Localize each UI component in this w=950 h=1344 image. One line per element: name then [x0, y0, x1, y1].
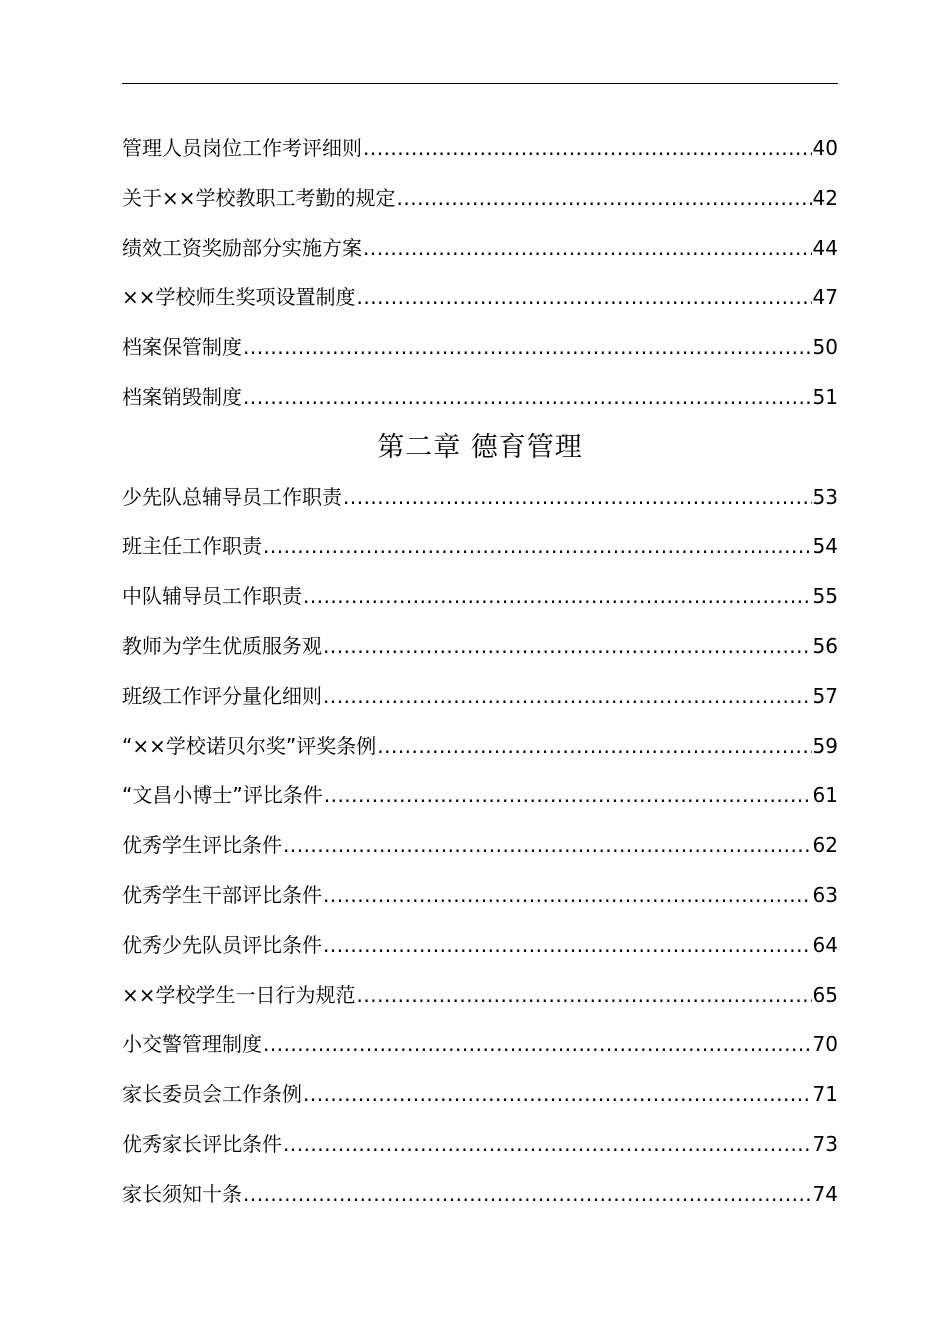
- toc-entry[interactable]: [122, 473, 838, 523]
- toc-leader-dots: [303, 572, 812, 622]
- toc-leader-dots: [303, 1070, 812, 1120]
- toc-entry-page: 57: [812, 683, 838, 708]
- toc-entry[interactable]: [122, 273, 838, 323]
- toc-entry[interactable]: [122, 672, 838, 722]
- chapter-heading: 第二章 德育管理: [377, 431, 583, 463]
- toc-entry[interactable]: [122, 224, 838, 274]
- toc-leader-dots: [323, 672, 812, 722]
- toc-entry-page: 59: [812, 733, 838, 758]
- toc-entry[interactable]: [122, 522, 838, 572]
- toc-entry[interactable]: [122, 124, 838, 174]
- toc-entry-page: 73: [812, 1131, 838, 1156]
- toc-entry-page: 42: [812, 185, 838, 210]
- toc-entry[interactable]: [122, 1120, 838, 1170]
- toc-entry-title: 优秀家长评比条件: [122, 1131, 282, 1156]
- toc-leader-dots: [263, 1020, 812, 1070]
- toc-entry[interactable]: [122, 821, 838, 871]
- toc-entry-title: 班级工作评分量化细则: [122, 683, 322, 708]
- toc-entry[interactable]: [122, 622, 838, 672]
- toc-entry-title: 教师为学生优质服务观: [122, 633, 322, 658]
- toc-entry-title: 班主任工作职责: [122, 534, 262, 559]
- toc-entry-page: 74: [812, 1181, 838, 1206]
- toc-entry-title: 家长委员会工作条例: [122, 1082, 302, 1107]
- toc-entry[interactable]: [122, 1170, 838, 1220]
- toc-entry-title: ××学校学生一日行为规范: [122, 982, 356, 1007]
- toc-entry-page: 61: [812, 783, 838, 808]
- toc-entry-page: 62: [812, 833, 838, 858]
- toc-leader-dots: [263, 522, 812, 572]
- toc-entry-page: 55: [812, 584, 838, 609]
- toc-leader-dots: [283, 821, 812, 871]
- toc-entry-title: 关于××学校教职工考勤的规定: [122, 185, 396, 210]
- toc-leader-dots: [243, 323, 812, 373]
- toc-entry[interactable]: [122, 174, 838, 224]
- table-of-contents: [122, 124, 838, 1220]
- toc-leader-dots: [324, 771, 812, 821]
- toc-leader-dots: [243, 1170, 812, 1220]
- toc-leader-dots: [323, 871, 812, 921]
- toc-entry-page: 53: [812, 484, 838, 509]
- header-rule: [122, 83, 838, 84]
- toc-entry[interactable]: [122, 871, 838, 921]
- toc-entry-title: 优秀学生评比条件: [122, 833, 282, 858]
- toc-leader-dots: [363, 124, 812, 174]
- toc-entry[interactable]: [122, 1020, 838, 1070]
- toc-entry[interactable]: [122, 971, 838, 1021]
- toc-entry-title: 优秀少先队员评比条件: [122, 932, 322, 957]
- toc-entry-title: 档案保管制度: [122, 335, 242, 360]
- toc-entry-page: 63: [812, 882, 838, 907]
- toc-entry-page: 47: [812, 285, 838, 310]
- toc-entry-page: 54: [812, 534, 838, 559]
- toc-entry-title: 少先队总辅导员工作职责: [122, 484, 342, 509]
- toc-entry-page: 71: [812, 1082, 838, 1107]
- toc-entry-title: “文昌小博士”评比条件: [122, 783, 323, 808]
- toc-entry-page: 51: [812, 384, 838, 409]
- toc-entry-title: “××学校诺贝尔奖”评奖条例: [122, 733, 377, 758]
- toc-leader-dots: [283, 1120, 812, 1170]
- toc-entry-page: 64: [812, 932, 838, 957]
- toc-entry[interactable]: [122, 771, 838, 821]
- toc-leader-dots: [243, 373, 812, 423]
- toc-entry[interactable]: [122, 572, 838, 622]
- toc-leader-dots: [343, 473, 812, 523]
- toc-entry[interactable]: [122, 1070, 838, 1120]
- toc-entry-page: 65: [812, 982, 838, 1007]
- toc-entry-page: 56: [812, 633, 838, 658]
- toc-entry[interactable]: [122, 323, 838, 373]
- toc-entry-page: 50: [812, 335, 838, 360]
- toc-entry-title: 绩效工资奖励部分实施方案: [122, 235, 362, 260]
- toc-entry[interactable]: [122, 373, 838, 423]
- toc-entry-page: 40: [812, 136, 838, 160]
- toc-entry-page: 44: [812, 235, 838, 260]
- toc-entry-title: ××学校师生奖项设置制度: [122, 285, 356, 310]
- toc-entry-title: 管理人员岗位工作考评细则: [122, 136, 362, 160]
- toc-leader-dots: [377, 722, 811, 772]
- toc-entry-title: 小交警管理制度: [122, 1032, 262, 1057]
- toc-leader-dots: [363, 224, 812, 274]
- toc-entry-title: 中队辅导员工作职责: [122, 584, 302, 609]
- toc-entry-title: 档案销毁制度: [122, 384, 242, 409]
- toc-entry-page: 70: [812, 1032, 838, 1057]
- toc-entry-title: 优秀学生干部评比条件: [122, 882, 322, 907]
- toc-leader-dots: [397, 174, 812, 224]
- toc-leader-dots: [323, 622, 812, 672]
- toc-leader-dots: [357, 273, 812, 323]
- toc-entry[interactable]: [122, 722, 838, 772]
- toc-leader-dots: [323, 921, 812, 971]
- toc-entry-title: 家长须知十条: [122, 1181, 242, 1206]
- toc-entry[interactable]: [122, 921, 838, 971]
- toc-leader-dots: [357, 971, 812, 1021]
